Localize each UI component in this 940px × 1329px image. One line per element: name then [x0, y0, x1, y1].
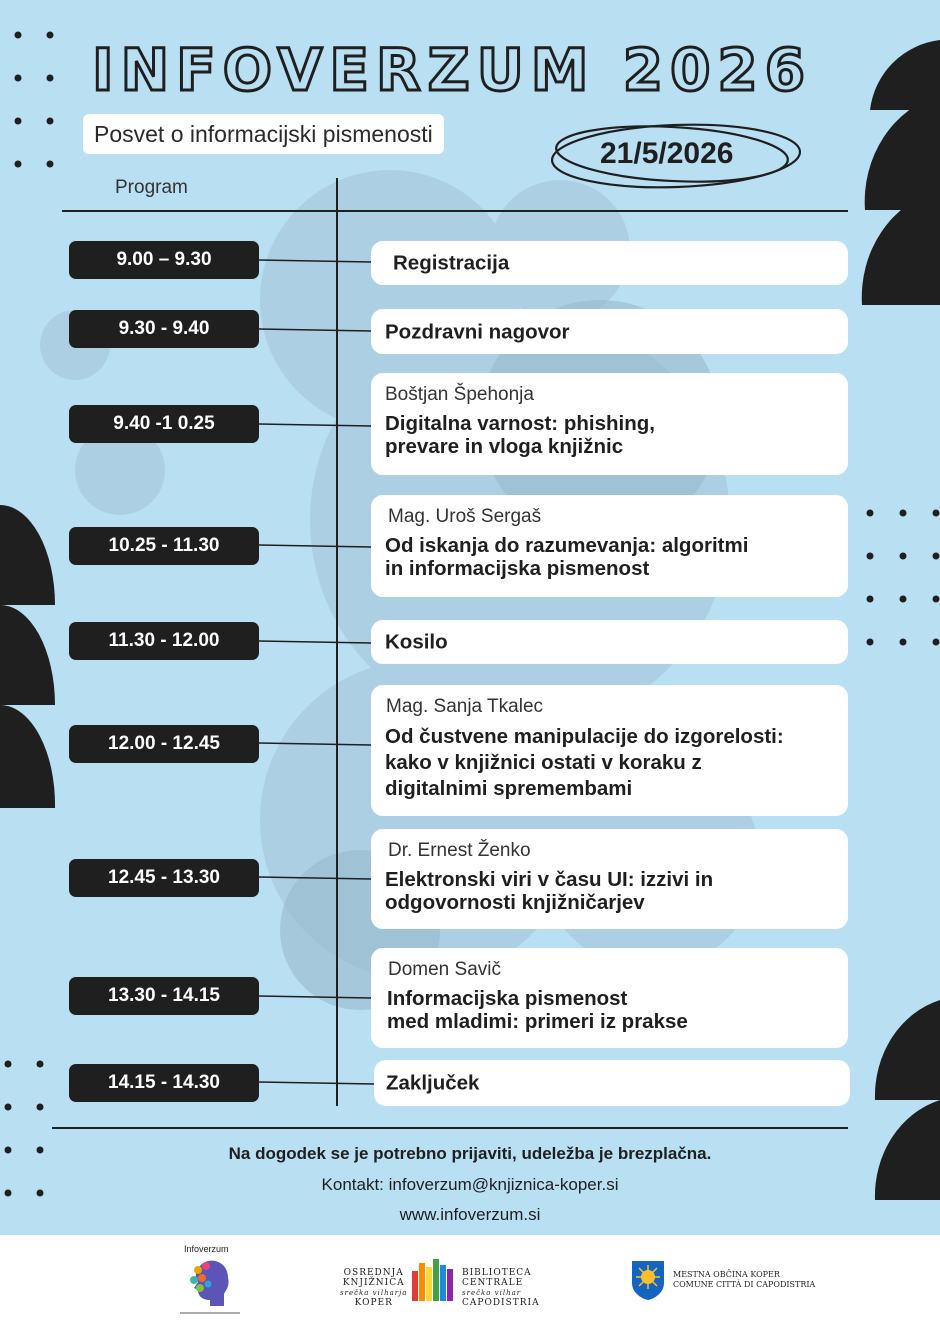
speaker-name: Mag. Uroš Sergaš	[388, 506, 542, 527]
time-slot: 10.25 - 11.30	[69, 527, 259, 565]
speaker-name: Mag. Sanja Tkalec	[386, 696, 544, 717]
time-slot: 13.30 - 14.15	[69, 977, 259, 1015]
session-card	[371, 241, 848, 285]
session-title: Kosilo	[385, 630, 448, 654]
time-slot: 12.45 - 13.30	[69, 859, 259, 897]
session-title: Zaključek	[386, 1071, 480, 1095]
event-title: INFOVERZUM 2026	[92, 36, 813, 104]
library-logo-left-text: OSREDNJA KNJIŽNICA srečka vilharja KOPER	[340, 1268, 408, 1308]
library-books-logo	[410, 1257, 458, 1303]
speaker-name: Dr. Ernest Ženko	[388, 840, 531, 861]
session-title: Od iskanja do razumevanja: algoritmi in informacijska pismenost	[385, 534, 749, 580]
website-link[interactable]: www.infoverzum.si	[399, 1205, 541, 1224]
session-card	[371, 685, 848, 816]
session-card	[371, 948, 848, 1048]
sponsor-footer	[0, 1235, 940, 1329]
speaker-name: Boštjan Špehonja	[385, 384, 534, 405]
program-label: Program	[115, 177, 188, 198]
event-date: 21/5/2026	[600, 137, 734, 170]
session-title: Elektronski viri v času UI: izzivi in odgovornosti knjižničarjev	[385, 868, 714, 914]
municipality-logo-text: MESTNA OBČINA KOPER COMUNE CITTÀ DI CAPODISTRIA	[673, 1270, 816, 1289]
time-slot: 11.30 - 12.00	[69, 622, 259, 660]
session-card	[374, 1060, 850, 1106]
session-title: Pozdravni nagovor	[385, 320, 570, 343]
session-card	[371, 309, 848, 354]
contact-email[interactable]: Kontakt: infoverzum@knjiznica-koper.si	[321, 1175, 619, 1194]
speaker-name: Domen Savič	[388, 959, 501, 980]
session-title: Od čustvene manipulacije do izgorelosti: kako v knjižnici ostati v koraku z digitalnimi spremembami	[385, 725, 784, 800]
session-card	[371, 620, 848, 664]
registration-note: Na dogodek se je potrebno prijaviti, udeležba je brezplačna.	[228, 1144, 712, 1163]
session-title: Digitalna varnost: phishing, prevare in vloga knjižnic	[385, 412, 655, 458]
session-title: Registracija	[393, 251, 510, 275]
time-slot: 14.15 - 14.30	[69, 1064, 259, 1102]
session-card	[371, 495, 848, 597]
time-slot: 9.30 - 9.40	[69, 310, 259, 348]
time-slot: 12.00 - 12.45	[69, 725, 259, 763]
event-subtitle: Posvet o informacijski pismenosti	[83, 114, 444, 154]
session-title: Informacijska pismenost med mladimi: primeri iz prakse	[387, 987, 688, 1033]
municipality-crest-icon	[630, 1259, 666, 1301]
infoverzum-logo-icon	[188, 1256, 234, 1312]
time-slot: 9.40 -1 0.25	[69, 405, 259, 443]
infoverzum-logo-tagline	[180, 1312, 240, 1314]
session-card	[371, 829, 848, 929]
library-logo-right-text: BIBLIOTECA CENTRALE srečko vilhar CAPODISTRIA	[462, 1268, 540, 1308]
infoverzum-logo-label: Infoverzum	[184, 1244, 229, 1254]
session-card	[371, 373, 848, 475]
time-slot: 9.00 – 9.30	[69, 241, 259, 279]
